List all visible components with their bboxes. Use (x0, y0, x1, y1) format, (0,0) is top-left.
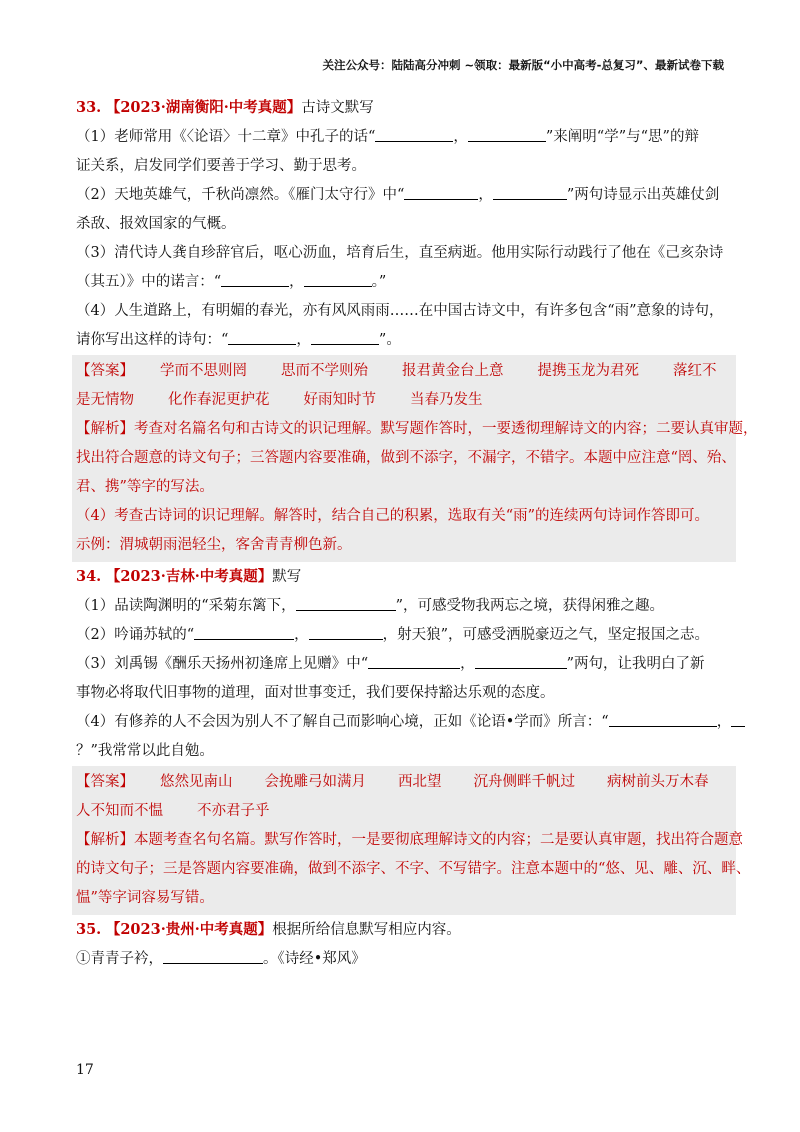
question-33-title (76, 93, 728, 123)
explanation-line: 愠”等字词容易写错。 (76, 890, 214, 906)
text: ，射天狼”，可感受洒脱豪迈之气，坚定报国之志。 (382, 627, 710, 643)
answer-label: 【答案】 (76, 774, 134, 790)
text: ”两句诗显示出英雄仗剑 (566, 187, 720, 203)
text: 。《诗经•郑风》 (263, 951, 366, 967)
question-topic: 古诗文默写 (301, 100, 374, 116)
explanation-line: 【解析】考查对名篇名句和古诗文的识记理解。默写题作答时，一要透彻理解诗文的内容；二要认真审题， (76, 421, 758, 437)
blank-line (304, 272, 372, 287)
q33-line-6 (76, 268, 728, 297)
blank-line (309, 625, 383, 640)
answer-item: 学而不思则罔 (160, 363, 247, 379)
answer-item: 思而不学则殆 (281, 363, 368, 379)
answer-item: 西北望 (398, 774, 442, 790)
page-header: 关注公众号：陆陆高分冲刺 ~领取：最新版“小中高考-总复习”、最新试卷下载 (322, 58, 724, 72)
q33-line-2 (76, 152, 728, 181)
answer-item: 人不知而不愠 (76, 803, 163, 819)
q34-line-4 (76, 679, 728, 708)
q33-line-3 (76, 181, 728, 210)
answer-item: 好雨知时节 (303, 392, 376, 408)
blank-line (194, 625, 294, 640)
blank-line (375, 127, 453, 142)
answer-line-2 (76, 797, 732, 826)
answer-line-2 (76, 386, 732, 415)
q34-line-5 (76, 708, 732, 737)
text: ， (289, 274, 304, 290)
answer-line-1 (76, 768, 732, 797)
text: ？”我常常以此自勉。 (76, 743, 214, 759)
question-number: 33. (76, 99, 102, 116)
q33-answer-block (72, 355, 758, 562)
answer-item: 化作春泥更护花 (168, 392, 270, 408)
question-source: 【2023·湖南衡阳·中考真题】 (105, 99, 302, 116)
text: ”。 (378, 332, 401, 348)
text: （2）天地英雄气，千秋尚凛然。《雁门太守行》中“ (76, 187, 405, 203)
blank-line (228, 330, 296, 345)
text: 杀敌、报效国家的气概。 (76, 216, 236, 232)
q34-line-1 (76, 592, 728, 621)
text: （2）吟诵苏轼的“ (76, 627, 195, 643)
text: ”两句，让我明白了新 (566, 656, 705, 672)
question-topic: 根据所给信息默写相应内容。 (272, 922, 461, 938)
answer-item: 会挽雕弓如满月 (264, 774, 366, 790)
explanation-line: （4）考查古诗词的识记理解。解答时，结合自己的积累，选取有关“雨”的连续两句诗词作答即可。 (76, 508, 710, 524)
text: （1）品读陶渊明的“采菊东篱下， (76, 598, 296, 614)
text: ”，可感受物我两忘之境，获得闲雅之趣。 (395, 598, 665, 614)
q34-line-2 (76, 621, 728, 650)
answer-item: 不亦君子乎 (197, 803, 270, 819)
blank-line (731, 712, 745, 727)
answer-item: 病树前头万木春 (607, 774, 709, 790)
answer-item: 落红不 (673, 363, 717, 379)
answer-item: 是无情物 (76, 392, 134, 408)
text: 。” (371, 274, 387, 290)
answer-line-1 (76, 357, 732, 386)
blank-line (221, 272, 289, 287)
answer-item: 提携玉龙为君死 (537, 363, 639, 379)
q33-line-7 (76, 297, 728, 326)
text: （3）刘禹锡《酬乐天扬州初逢席上见赠》中“ (76, 656, 369, 672)
question-35-title (76, 915, 728, 945)
text: （1）老师常用《〈论语〉十二章》中孔子的话“ (76, 129, 376, 145)
blank-line (296, 596, 396, 611)
blank-line (163, 949, 263, 964)
answer-item: 当春乃发生 (410, 392, 483, 408)
text: ”来阐明“学”与“思”的辩 (545, 129, 699, 145)
explanation-line: 找出符合题意的诗文句子；三答题内容要准确，做到不添字，不漏字，不错字。本题中应注意“罔、殆、 (76, 450, 736, 466)
answer-label: 【答案】 (76, 363, 134, 379)
text: （其五）》中的诺言：“ (76, 274, 222, 290)
answer-item: 悠然见南山 (160, 774, 233, 790)
blank-line (404, 185, 478, 200)
explanation-line: 【解析】本题考查名句名篇。默写作答时，一是要彻底理解诗文的内容；二是要认真审题，找出符合题意 (76, 832, 743, 848)
text: ， (453, 129, 468, 145)
explanation-line: 的诗文句子；三是答题内容要准确，做到不添字、不字、不写错字。注意本题中的“悠、见、雕、沉、畔、 (76, 861, 751, 877)
text: ， (478, 187, 493, 203)
q34-answer-block (72, 766, 751, 915)
question-number: 35. (76, 921, 102, 938)
question-34-title (76, 562, 728, 592)
page-content (76, 93, 758, 974)
text: （3）清代诗人龚自珍辞官后，呕心沥血，培育后生，直至病逝。他用实际行动践行了他在《己亥杂诗 (76, 245, 724, 261)
q33-line-4 (76, 210, 728, 239)
question-topic: 默写 (272, 569, 302, 585)
explanation-line: 君、携”等字的写法。 (76, 479, 214, 495)
blank-line (609, 712, 717, 727)
blank-line (468, 127, 546, 142)
text: （4）人生道路上，有明媚的春光，亦有风风雨雨……在中国古诗文中，有许多包含“雨”意象的诗句， (76, 303, 724, 319)
q33-line-8 (76, 326, 728, 355)
text: ， (296, 332, 311, 348)
question-source: 【2023·吉林·中考真题】 (105, 568, 273, 585)
text: ， (716, 714, 732, 730)
blank-line (475, 654, 567, 669)
blank-line (311, 330, 379, 345)
q35-line-1 (76, 945, 728, 974)
question-source: 【2023·贵州·中考真题】 (105, 921, 273, 938)
page-number: 17 (76, 1062, 94, 1078)
blank-line (368, 654, 460, 669)
answer-item: 报君黄金台上意 (402, 363, 504, 379)
text: ， (294, 627, 309, 643)
explanation-line: 示例：渭城朝雨浥轻尘，客舍青青柳色新。 (76, 537, 352, 553)
answer-item: 沉舟侧畔千帆过 (473, 774, 575, 790)
q34-line-3 (76, 650, 728, 679)
text: 事物必将取代旧事物的道理，面对世事变迁，我们要保持豁达乐观的态度。 (76, 685, 555, 701)
q33-line-5 (76, 239, 728, 268)
text: 证关系，启发同学们要善于学习、勤于思考。 (76, 158, 366, 174)
text: ①青青子衿， (76, 951, 163, 967)
question-number: 34. (76, 568, 102, 585)
q34-line-6 (76, 737, 728, 766)
text: ， (460, 656, 475, 672)
text: 请你写出这样的诗句：“ (76, 332, 229, 348)
blank-line (493, 185, 567, 200)
text: （4）有修养的人不会因为别人不了解自己而影响心境，正如《论语•学而》所言：“ (76, 714, 609, 730)
q33-line-1 (76, 123, 728, 152)
